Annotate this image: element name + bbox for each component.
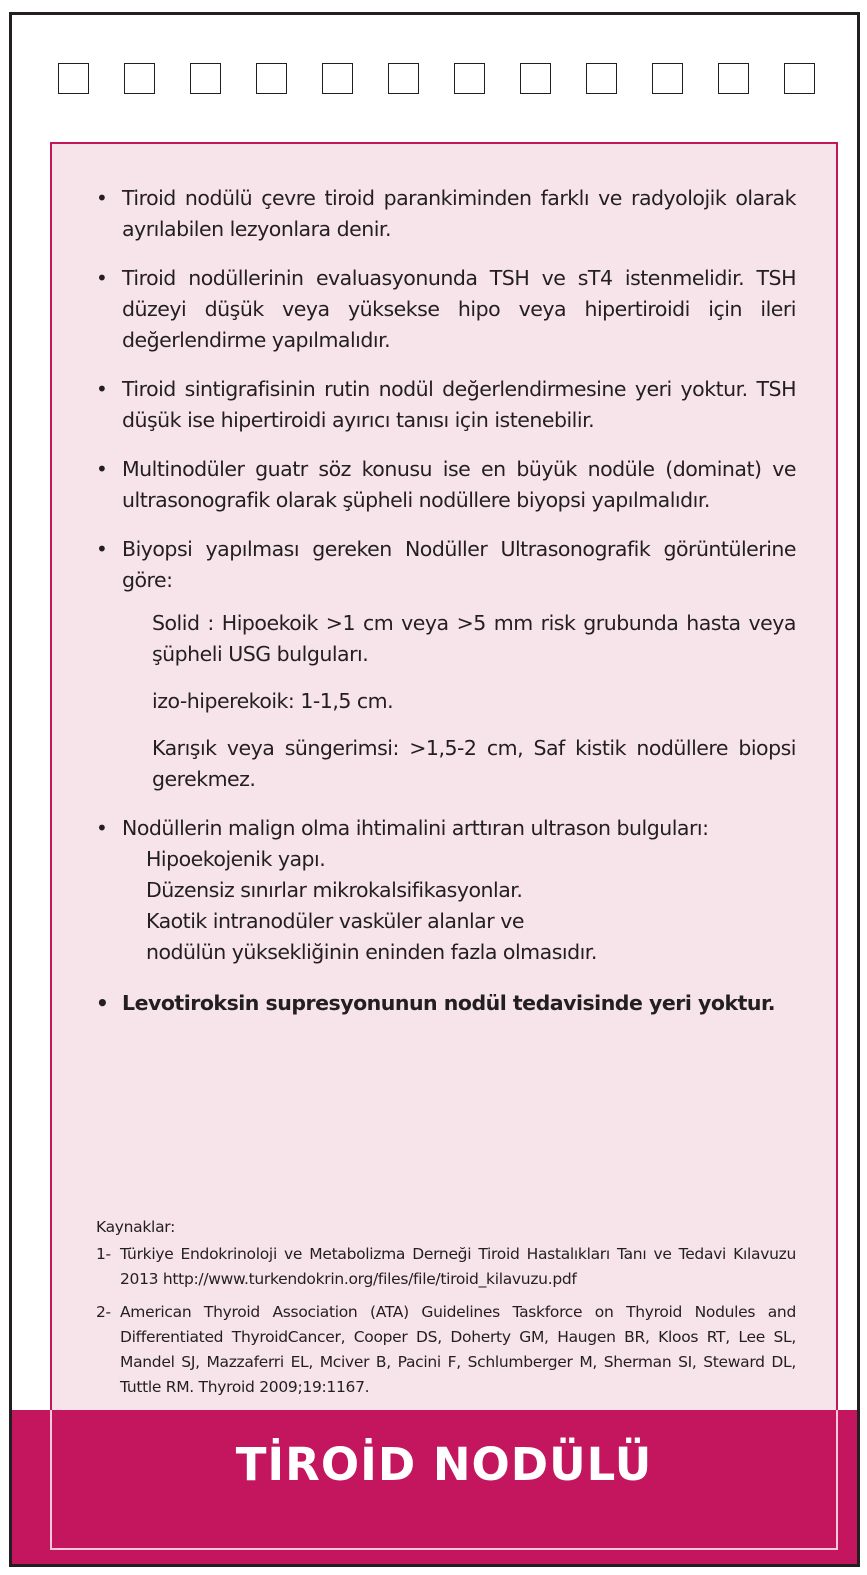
finding-line: Hipoekojenik yapı. xyxy=(146,847,326,871)
checkbox-8[interactable] xyxy=(520,63,551,94)
finding-line: Kaotik intranodüler vasküler alanlar ve xyxy=(146,909,524,933)
sub-item xyxy=(88,733,796,795)
list-item xyxy=(88,263,796,356)
list-item xyxy=(88,183,796,245)
bullet-text: Tiroid sintigrafisinin rutin nodül değerlendirmesine yeri yoktur. TSH düşük ise hipertiroidi ayırıcı tanısı için istenebilir. xyxy=(122,377,796,432)
reference-item xyxy=(96,1242,796,1292)
sub-item-text: izo-hiperekoik: 1-1,5 cm. xyxy=(152,689,394,713)
list-item xyxy=(88,454,796,516)
page-title: TİROİD NODÜLÜ xyxy=(235,1438,653,1491)
bullet-icon: • xyxy=(96,186,108,210)
reference-text: American Thyroid Association (ATA) Guidelines Taskforce on Thyroid Nodules and Differentiated ThyroidCancer, Cooper DS, Doherty GM, Haugen BR, Kloos RT, Lee SL, Mandel SJ, Mazzaferri EL, Mciver B, Pacini F, Schlumberger M, Sherman SI, Steward DL, Tuttle RM. Thyroid 2009;19:1167. xyxy=(120,1303,796,1396)
bullet-text: Nodüllerin malign olma ihtimalini arttıran ultrason bulguları: xyxy=(122,816,709,840)
checkbox-5[interactable] xyxy=(322,63,353,94)
reference-number: 1- xyxy=(96,1245,111,1263)
checkbox-2[interactable] xyxy=(124,63,155,94)
bullet-text: Multinodüler guatr söz konusu ise en büyük nodüle (dominat) ve ultrasonografik olarak şüpheli nodüllere biyopsi yapılmalıdır. xyxy=(122,457,796,512)
card-frame xyxy=(9,12,860,1567)
bullet-text: Tiroid nodülü çevre tiroid parankiminden farklı ve radyolojik olarak ayrılabilen lezyonlara denir. xyxy=(122,186,796,241)
bullet-text: Levotiroksin supresyonunun nodül tedavisinde yeri yoktur. xyxy=(122,991,776,1015)
bullet-icon: • xyxy=(96,816,108,840)
footer-frame xyxy=(50,1410,838,1550)
checkbox-4[interactable] xyxy=(256,63,287,94)
reference-item xyxy=(96,1300,796,1400)
reference-number: 2- xyxy=(96,1303,111,1321)
references-heading: Kaynaklar: xyxy=(96,1218,175,1236)
checkbox-12[interactable] xyxy=(784,63,815,94)
list-item xyxy=(88,534,796,596)
checkbox-7[interactable] xyxy=(454,63,485,94)
bullet-text: Biyopsi yapılması gereken Nodüller Ultrasonografik görüntülerine göre: xyxy=(122,537,796,592)
bullet-icon: • xyxy=(96,266,108,290)
list-item xyxy=(88,988,796,1019)
finding-line: Düzensiz sınırlar mikrokalsifikasyonlar. xyxy=(146,878,523,902)
sub-item-text: Solid : Hipoekoik >1 cm veya >5 mm risk grubunda hasta veya şüpheli USG bulguları. xyxy=(152,611,796,666)
bullet-list xyxy=(88,183,796,1037)
sub-item-text: Karışık veya süngerimsi: >1,5-2 cm, Saf kistik nodüllere biopsi gerekmez. xyxy=(152,736,796,791)
checkbox-10[interactable] xyxy=(652,63,683,94)
bullet-text: Tiroid nodüllerinin evaluasyonunda TSH ve sT4 istenmelidir. TSH düzeyi düşük veya yüksekse hipo veya hipertiroidi için ileri değerlendirme yapılmalıdır. xyxy=(122,266,796,352)
checkbox-6[interactable] xyxy=(388,63,419,94)
checkbox-1[interactable] xyxy=(58,63,89,94)
references xyxy=(96,1215,796,1408)
list-item xyxy=(88,813,796,968)
checkbox-row xyxy=(12,15,857,125)
bullet-icon: • xyxy=(96,991,109,1015)
bullet-icon: • xyxy=(96,457,108,481)
bullet-icon: • xyxy=(96,377,108,401)
sub-item xyxy=(88,608,796,670)
footer-band xyxy=(12,1410,857,1564)
bullet-icon: • xyxy=(96,537,108,561)
checkbox-3[interactable] xyxy=(190,63,221,94)
finding-line: nodülün yüksekliğinin eninden fazla olmasıdır. xyxy=(146,940,597,964)
list-item xyxy=(88,374,796,436)
checkbox-11[interactable] xyxy=(718,63,749,94)
sub-item xyxy=(88,686,796,717)
checkbox-9[interactable] xyxy=(586,63,617,94)
reference-text: Türkiye Endokrinoloji ve Metabolizma Derneği Tiroid Hastalıkları Tanı ve Tedavi Kılavuzu 2013 http://www.turkendokrin.org/files/file/tiroid_kilavuzu.pdf xyxy=(120,1245,796,1288)
